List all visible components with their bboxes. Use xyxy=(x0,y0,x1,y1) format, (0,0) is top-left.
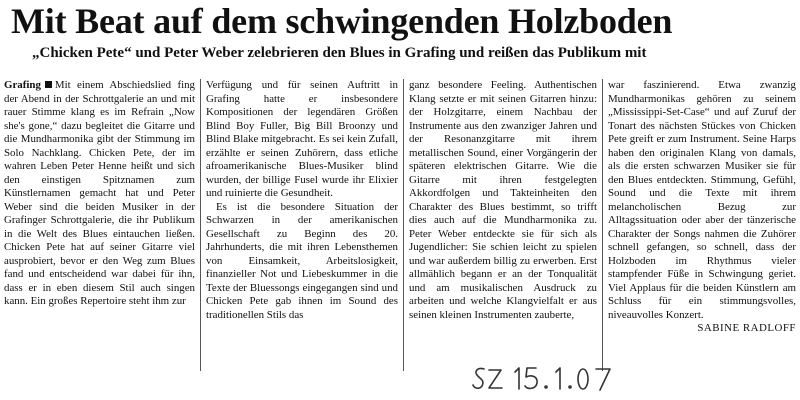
paragraph xyxy=(4,79,195,309)
article-column-3 xyxy=(409,79,597,379)
article-column-4 xyxy=(608,79,796,379)
column-divider xyxy=(200,79,201,371)
author-byline: SABINE RADLOFF xyxy=(697,322,796,334)
subheadline: „Chicken Pete“ und Peter Weber zelebrieren den Blues in Grafing und reißen das Publikum mit xyxy=(32,45,647,61)
paragraph: war faszinierend. Etwa zwanzig Mundharmonikas gehören zu seinem „Mississippi-Set-Case“ und auf Zuruf der Tonart des nächsten Stückes von Chicken Pete greift er zum Instrument. Seine Harps haben den originalen Klang von damals, als die ersten schwarzen Musiker sie für den Blues entdeckten. Stimmung, Gefühl, Sound und die Texte mit ihrem melancholischen Bezug zur Alltagssituation oder aber der tänzerische Charakter der Songs nahmen die Zuhörer schnell gefangen, so schnell, dass der Holzboden im Rhythmus vieler stampfender Füße in Schwingung geriet. Viel Applaus für die beiden Künstlern am Schluss für ein stimmungsvolles, niveauvolles Konzert. xyxy=(608,79,796,321)
column-divider xyxy=(403,79,404,371)
article-column-2 xyxy=(206,79,398,379)
paragraph: Verfügung und für seinen Auftritt in Grafing hatte er insbesondere Kompositionen der legendären Größen Blind Boy Fuller, Big Bill Broonzy und Blind Blake mitgebracht. Es sei kein Zufall, erzählte er seinen Zuhörern, dass etliche afroamerikanische Blues-Musiker blind wurden, der billige Fusel wurde ihr Elixier und ruinierte die Gesundheit. xyxy=(206,79,398,199)
paragraph: ganz besondere Feeling. Authentischen Klang setzte er mit seinen Gitarren hinzu: der Holzgitarre, einem Nachbau der Instrumente aus den zwanziger Jahren und der Resonanzgitarre mit ihrem metallischen Sound, einer Vorgängerin der späteren elektrischen Gitarre. Wie die Gitarre mit ihren festgelegten Akkordfolgen und Takteinheiten den Charakter des Blues bestimmt, so trifft dies auch auf die Mundharmonika zu. Peter Weber entdeckte sie für sich als Jugendlicher: Sie schien leicht zu spielen und war außerdem billig zu erwerben. Erst allmählich begann er an der Tonqualität und am musikalischen Ausdruck zu arbeiten und welche Klangvielfalt er aus seinen kleinen Instrumenten zauberte, xyxy=(409,79,597,321)
article-column-1 xyxy=(4,79,195,379)
handwritten-date-note xyxy=(470,361,620,395)
column-divider xyxy=(602,79,603,371)
square-bullet-icon xyxy=(45,81,52,88)
headline: Mit Beat auf dem schwingenden Holzboden xyxy=(11,1,673,41)
dateline: Grafing xyxy=(4,79,41,91)
paragraph: Es ist die besondere Situation der Schwarzen in der amerikanischen Gesellschaft zu Beginn des 20. Jahrhunderts, die mit ihren Lebensthemen von Einsamkeit, Arbeitslosigkeit, finanzieller Not und Liebeskummer in die Texte der Bluessongs eingegangen sind und Chicken Pete gab ihnen im Sound des traditionellen Stils das xyxy=(206,200,398,321)
handwriting-icon xyxy=(470,361,620,395)
paragraph-text: Mit einem Abschiedslied fing der Abend in der Schrottgalerie an und mit rauer Stimme klang es im Refrain „Now she's gone,“ dazu begleitet die Gitarre und die Mundharmonika gibt der Stimmung im Solo Nachklang. Chicken Pete, der im wahren Leben Peter Henne heißt und sich den einstigen Spitznamen zum Künstlernamen gemacht hat und Peter Weber sind die beiden Musiker in der Grafinger Schrottgalerie, die ihr Publikum in die Welt des Blues eintauchen ließen. Chicken Pete hat auf seiner Gitarre viel ausprobiert, bevor er den Weg zum Blues fand und entscheidend war dabei für ihn, dass er in eben diesem Stil auch singen kann. Ein großes Repertoire steht ihm zur xyxy=(4,79,195,307)
